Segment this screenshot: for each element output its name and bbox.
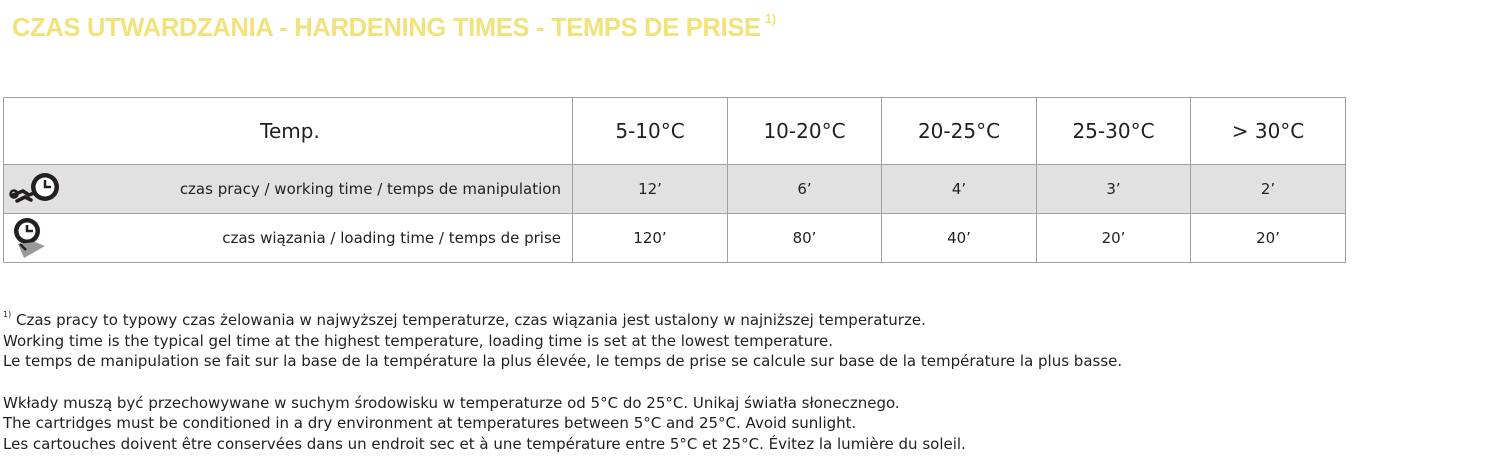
temp-column-header: > 30°C: [1191, 98, 1346, 165]
table-cell: 3’: [1037, 165, 1191, 214]
footnote-fr: Le temps de manipulation se fait sur la base de la température la plus élevée, le temps de prise se calcule sur base de la température la plus basse.: [3, 352, 1123, 371]
loading-time-label: czas wiązania / loading time / temps de prise: [222, 229, 561, 247]
hardening-times-table: [3, 97, 1346, 263]
spacer: [3, 372, 1483, 393]
footnote-en: Working time is the typical gel time at the highest temperature, loading time is set at the lowest temperature.: [3, 331, 834, 350]
title-text: CZAS UTWARDZANIA - HARDENING TIMES - TEMPS DE PRISE: [12, 14, 761, 42]
temp-column-header: 5-10°C: [573, 98, 728, 165]
table-cell: 2’: [1191, 165, 1346, 214]
footnote-pl-text: Czas pracy to typowy czas żelowania w najwyższej temperaturze, czas wiązania jest ustalony w najniższej temperaturze.: [11, 311, 926, 329]
storage-pl: Wkłady muszą być przechowywane w suchym środowisku w temperaturze od 5°C do 25°C. Unikaj światła słonecznego.: [3, 393, 900, 412]
table-cell: 4’: [882, 165, 1037, 214]
loading-time-row: [4, 214, 1346, 263]
table-cell: 6’: [728, 165, 882, 214]
title-footnote-mark: 1): [764, 10, 776, 26]
table-cell: 120’: [573, 214, 728, 263]
table-cell: 20’: [1191, 214, 1346, 263]
notes-section: [3, 307, 1483, 455]
loading-time-label-cell: [4, 214, 573, 263]
table-cell: 12’: [573, 165, 728, 214]
working-time-row: [4, 165, 1346, 214]
table-header-row: [4, 98, 1346, 165]
table-cell: 80’: [728, 214, 882, 263]
temp-column-header: 10-20°C: [728, 98, 882, 165]
working-time-label: czas pracy / working time / temps de manipulation: [179, 180, 561, 198]
page-title: [12, 10, 776, 43]
temp-column-header: 20-25°C: [882, 98, 1037, 165]
storage-en: The cartridges must be conditioned in a dry environment at temperatures between 5°C and 25°C. Avoid sunlight.: [3, 414, 857, 433]
footnote-pl: [3, 307, 1483, 331]
table-cell: 20’: [1037, 214, 1191, 263]
temp-column-header: 25-30°C: [1037, 98, 1191, 165]
working-time-label-cell: [4, 165, 573, 214]
storage-fr: Les cartouches doivent être conservées dans un endroit sec et à une température entre 5°C et 25°C. Évitez la lumière du soleil.: [3, 434, 966, 453]
table-cell: 40’: [882, 214, 1037, 263]
footnote-mark: 1): [3, 310, 12, 319]
wrench-clock-icon: [9, 169, 65, 209]
clock-pointer-icon: [9, 216, 49, 260]
temp-header: Temp.: [4, 98, 573, 165]
